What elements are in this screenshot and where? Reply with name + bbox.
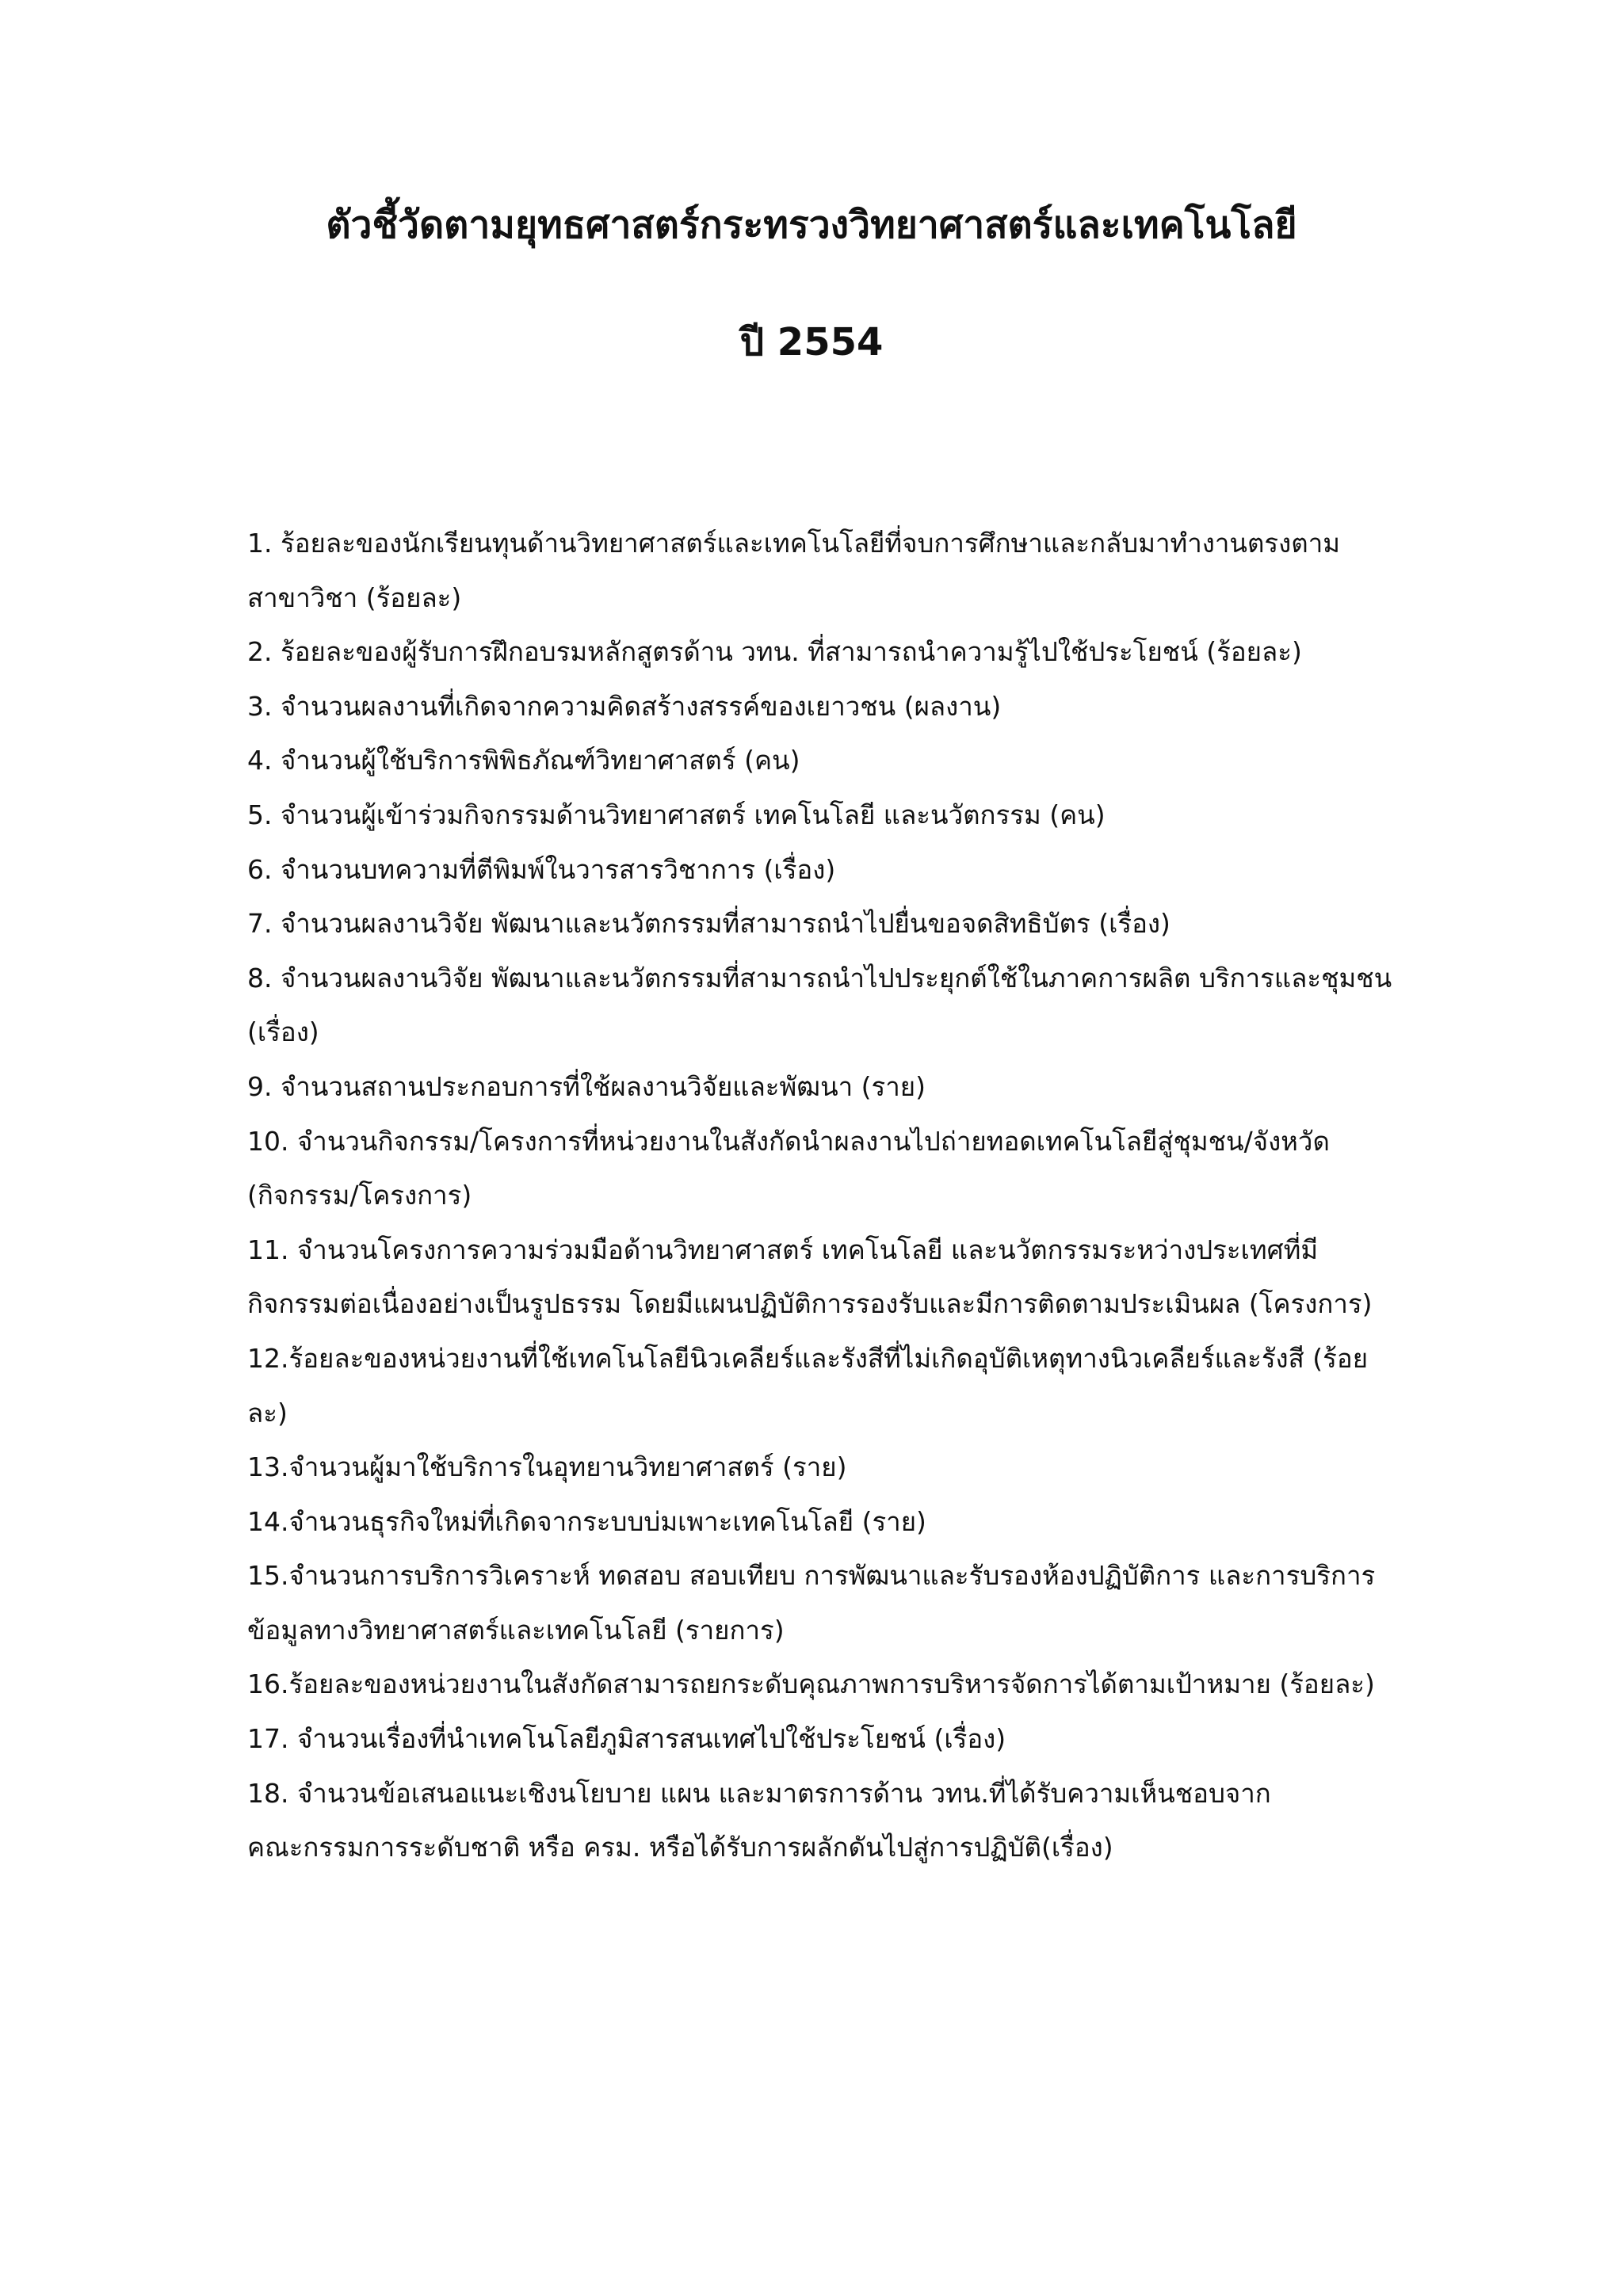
indicator-line: 12.ร้อยละของหน่วยงานที่ใช้เทคโนโลยีนิวเคลียร์และรังสีที่ไม่เกิดอุบัติเหตุทางนิวเคลียร์และรังสี (ร้อย (247, 1342, 1369, 1374)
indicator-line: 1. ร้อยละของนักเรียนทุนด้านวิทยาศาสตร์และเทคโนโลยีที่จบการศึกษาและกลับมาทำงานตรงตาม (247, 528, 1340, 559)
indicator-line: 15.จำนวนการบริการวิเคราะห์ ทดสอบ สอบเทียบ การพัฒนาและรับรองห้องปฏิบัติการ และการบริการ (247, 1560, 1376, 1592)
indicator-item (247, 734, 1484, 788)
indicator-item (247, 1712, 1484, 1767)
indicator-line: ละ) (247, 1397, 288, 1428)
indicator-item (247, 1657, 1484, 1712)
indicator-line: 16.ร้อยละของหน่วยงานในสังกัดสามารถยกระดับคุณภาพการบริหารจัดการได้ตามเป้าหมาย (ร้อยละ) (247, 1669, 1375, 1700)
indicator-line: 6. จำนวนบทความที่ตีพิมพ์ในวารสารวิชาการ (เรื่อง) (247, 853, 836, 885)
indicator-line: 5. จำนวนผู้เข้าร่วมกิจกรรมด้านวิทยาศาสตร์ เทคโนโลยี และนวัตกรรม (คน) (247, 799, 1106, 830)
indicator-line: 14.จำนวนธุรกิจใหม่ที่เกิดจากระบบบ่มเพาะเทคโนโลยี (ราย) (247, 1505, 926, 1537)
indicator-line: 17. จำนวนเรื่องที่นำเทคโนโลยีภูมิสารสนเทศไปใช้ประโยชน์ (เรื่อง) (247, 1723, 1006, 1755)
document-title: ตัวชี้วัดตามยุทธศาสตร์กระทรวงวิทยาศาสตร์และเทคโนโลยี (326, 203, 1297, 247)
indicator-item (247, 517, 1484, 625)
indicator-item (247, 1495, 1484, 1550)
indicator-line: 13.จำนวนผู้มาใช้บริการในอุทยานวิทยาศาสตร์ (ราย) (247, 1451, 847, 1483)
indicator-list (247, 517, 1484, 1875)
indicator-line: ข้อมูลทางวิทยาศาสตร์และเทคโนโลยี (รายการ) (247, 1614, 785, 1646)
document-year: ปี 2554 (739, 320, 884, 364)
indicator-line: 10. จำนวนกิจกรรม/โครงการที่หน่วยงานในสังกัดนำผลงานไปถ่ายทอดเทคโนโลยีสู่ชุมชน/จังหวัด (247, 1125, 1330, 1157)
indicator-item (247, 843, 1484, 898)
indicator-line: (กิจกรรม/โครงการ) (247, 1180, 472, 1211)
indicator-item (247, 1332, 1484, 1440)
indicator-line: (เรื่อง) (247, 1016, 319, 1048)
indicator-item (247, 1767, 1484, 1875)
indicator-item (247, 1549, 1484, 1657)
indicator-line: 7. จำนวนผลงานวิจัย พัฒนาและนวัตกรรมที่สามารถนำไปยื่นขอจดสิทธิบัตร (เรื่อง) (247, 908, 1170, 940)
indicator-item (247, 1060, 1484, 1115)
indicator-line: คณะกรรมการระดับชาติ หรือ ครม. หรือได้รับการผลักดันไปสู่การปฏิบัติ(เรื่อง) (247, 1832, 1113, 1863)
indicator-line: สาขาวิชา (ร้อยละ) (247, 582, 462, 613)
indicator-line: 11. จำนวนโครงการความร่วมมือด้านวิทยาศาสตร์ เทคโนโลยี และนวัตกรรมระหว่างประเทศที่มี (247, 1234, 1319, 1265)
indicator-item (247, 625, 1484, 680)
indicator-item (247, 1115, 1484, 1223)
indicator-line: 2. ร้อยละของผู้รับการฝึกอบรมหลักสูตรด้าน วทน. ที่สามารถนำความรู้ไปใช้ประโยชน์ (ร้อยละ) (247, 636, 1302, 668)
indicator-item (247, 680, 1484, 734)
indicator-item (247, 1223, 1484, 1332)
indicator-item (247, 1440, 1484, 1495)
indicator-line: 9. จำนวนสถานประกอบการที่ใช้ผลงานวิจัยและพัฒนา (ราย) (247, 1070, 926, 1102)
indicator-line: 4. จำนวนผู้ใช้บริการพิพิธภัณฑ์วิทยาศาสตร์ (คน) (247, 745, 800, 776)
indicator-line: กิจกรรมต่อเนื่องอย่างเป็นรูปธรรม โดยมีแผนปฏิบัติการรองรับและมีการติดตามประเมินผล (โครงการ) (247, 1288, 1373, 1320)
indicator-line: 18. จำนวนข้อเสนอแนะเชิงนโยบาย แผน และมาตรการด้าน วทน.ที่ได้รับความเห็นชอบจาก (247, 1777, 1271, 1809)
indicator-item (247, 788, 1484, 843)
indicator-item (247, 952, 1484, 1060)
indicator-item (247, 897, 1484, 952)
indicator-line: 3. จำนวนผลงานที่เกิดจากความคิดสร้างสรรค์ของเยาวชน (ผลงาน) (247, 690, 1002, 722)
indicator-line: 8. จำนวนผลงานวิจัย พัฒนาและนวัตกรรมที่สามารถนำไปประยุกต์ใช้ในภาคการผลิต บริการและชุมชน (247, 962, 1392, 994)
